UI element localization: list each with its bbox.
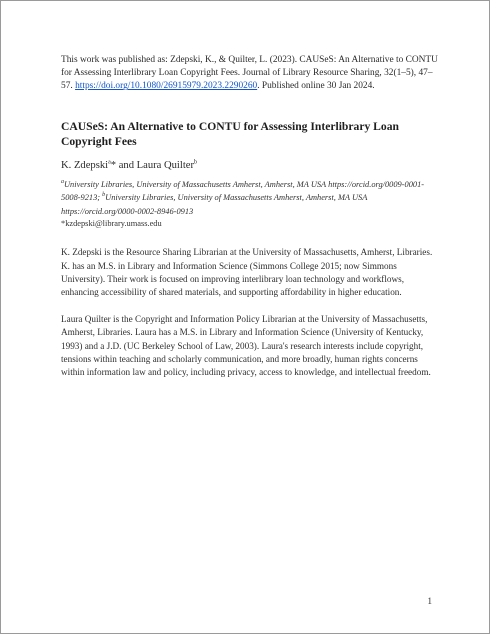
affiliation-a-mark: a — [61, 178, 64, 185]
affiliations — [61, 178, 441, 219]
publication-note-suffix: . Published online 30 Jan 2024. — [257, 81, 375, 92]
author-2: Laura Quilter — [136, 159, 194, 171]
affiliation-a-text: University Libraries, University of Massachusetts Amherst, Amherst, MA USA — [64, 179, 327, 189]
author-conjunction: and — [116, 159, 137, 171]
author-1-affiliation-mark: a — [108, 159, 111, 166]
author-bio-zdepski: K. Zdepski is the Resource Sharing Librarian at the University of Massachusetts, Amherst, Libraries. K. has an M.S. in Library and Information Science (Simmons College 2015; now Simmons University). Their work is focused on improving interlibrary loan technology and workflows, enhancing accessibility of shared materials, and supporting affordability in higher education. — [61, 247, 433, 297]
affiliation-b-mark: b — [102, 192, 106, 199]
author-2-affiliation-mark: b — [194, 159, 197, 166]
affiliation-b-text: University Libraries, University of Massachusetts Amherst, Amherst, MA USA — [105, 193, 368, 203]
author-bio-quilter: Laura Quilter is the Copyright and Information Policy Librarian at the University of Massachusetts, Amherst, Libraries. Laura has a M.S. in Library and Information Science (University of Kentucky, 1993) and a J.D. (UC Berkeley School of Law, 2003). Laura's research interests include copyright, tensions within teaching and scholarly communication, and more broadly, human rights concerns within information law and policy, including privacy, access to knowledge, and intellectual freedom. — [61, 314, 431, 378]
author-line — [61, 159, 441, 173]
corresponding-author-mark: * — [110, 159, 117, 171]
page-content — [61, 54, 441, 379]
affiliation-b-orcid: https://orcid.org/0000-0002-8946-0913 — [61, 206, 194, 216]
publication-note — [61, 54, 441, 94]
corresponding-email: *kzdepski@library.umass.edu — [61, 219, 162, 229]
publication-note-text: This work was published as: Zdepski, K., & Quilter, L. (2023). CAUSeS: An Alternative to CONTU for Assessing Interlibrary Loan Copyright Fees. Journal of Library Resource Sharing, 32(1–5), 47–57. — [61, 55, 438, 92]
author-1: K. Zdepski — [61, 159, 109, 171]
paper-title: CAUSeS: An Alternative to CONTU for Assessing Interlibrary Loan Copyright Fees — [61, 119, 399, 148]
doi-link[interactable]: https://doi.org/10.1080/26915979.2023.2290260 — [75, 81, 258, 92]
affiliation-a-orcid: https://orcid.org/0009-0001-5008-9213; — [61, 179, 425, 203]
page-number: 1 — [427, 597, 432, 607]
